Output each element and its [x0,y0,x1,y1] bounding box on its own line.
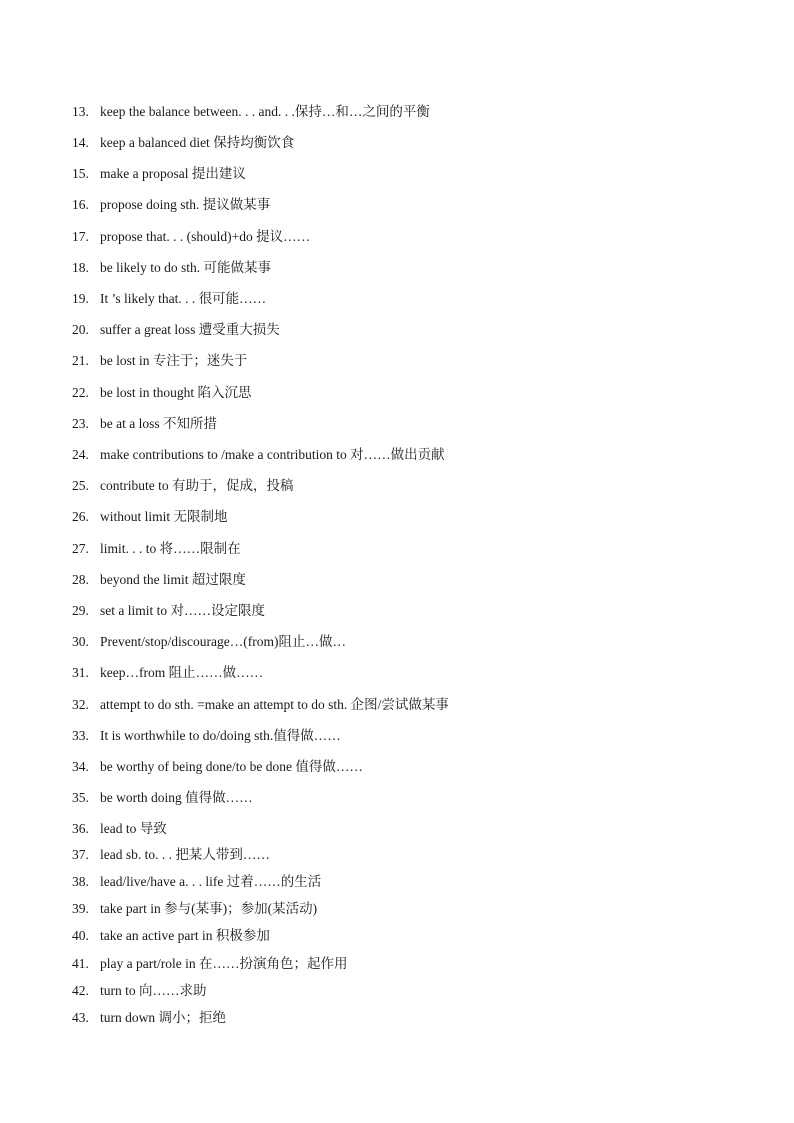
item-text: turn to 向……求助 [100,983,207,998]
item-text: beyond the limit 超过限度 [100,572,246,587]
item-text: lead sb. to. . . 把某人带到…… [100,847,270,862]
item-number: 31. [72,665,89,680]
item-text: It is worthwhile to do/doing sth.值得做…… [100,728,341,743]
item-text: keep a balanced diet 保持均衡饮食 [100,135,295,150]
item-text: set a limit to 对……设定限度 [100,603,265,618]
item-text: suffer a great loss 遭受重大损失 [100,322,280,337]
item-number: 17. [72,229,89,244]
item-text: be lost in 专注于；迷失于 [100,353,248,368]
item-text: Prevent/stop/discourage…(from)阻止…做… [100,634,346,649]
item-text: be worthy of being done/to be done 值得做…… [100,759,363,774]
item-number: 33. [72,728,89,743]
list-item [72,289,266,309]
list-item [72,695,449,715]
item-text: propose doing sth. 提议做某事 [100,197,271,212]
item-text: without limit 无限制地 [100,509,228,524]
item-number: 34. [72,759,89,774]
list-item [72,320,280,340]
item-number: 13. [72,104,89,119]
list-item [72,819,167,839]
item-number: 27. [72,541,89,556]
list-item [72,102,430,122]
item-number: 25. [72,478,89,493]
list-item [72,926,270,946]
item-text: be at a loss 不知所措 [100,416,217,431]
item-text: play a part/role in 在……扮演角色；起作用 [100,956,348,971]
list-item [72,981,207,1001]
list-item [72,757,363,777]
item-number: 30. [72,634,89,649]
list-item [72,507,228,527]
item-text: take part in 参与(某事)；参加(某活动) [100,901,318,916]
item-text: make a proposal 提出建议 [100,166,246,181]
list-item [72,414,217,434]
list-item [72,570,246,590]
list-item [72,133,294,153]
item-number: 19. [72,291,89,306]
item-text: propose that. . . (should)+do 提议…… [100,229,311,244]
item-number: 36. [72,821,89,836]
list-item [72,845,270,865]
item-number: 35. [72,790,89,805]
item-number: 32. [72,697,89,712]
item-number: 21. [72,353,89,368]
item-text: It ’s likely that. . . 很可能…… [100,291,267,306]
item-text: contribute to 有助于，促成，投稿 [100,478,294,493]
list-item [72,195,270,215]
list-item [72,726,341,746]
item-number: 41. [72,956,89,971]
item-text: be likely to do sth. 可能做某事 [100,260,271,275]
list-item [72,539,241,559]
list-item [72,899,317,919]
item-text: limit. . . to 将……限制在 [100,541,241,556]
item-text: take an active part in 积极参加 [100,928,270,943]
item-number: 24. [72,447,89,462]
item-text: make contributions to /make a contribution to 对……做出贡献 [100,447,445,462]
item-number: 26. [72,509,89,524]
item-number: 18. [72,260,89,275]
item-text: turn down 调小；拒绝 [100,1010,226,1025]
item-number: 39. [72,901,89,916]
item-number: 43. [72,1010,89,1025]
list-item [72,954,347,974]
list-item [72,601,265,621]
list-item [72,227,310,247]
item-number: 23. [72,416,89,431]
item-text: lead to 导致 [100,821,167,836]
list-item [72,164,246,184]
item-number: 38. [72,874,89,889]
list-item [72,476,293,496]
list-item [72,351,247,371]
item-number: 14. [72,135,89,150]
item-text: keep…from 阻止……做…… [100,665,264,680]
item-number: 20. [72,322,89,337]
list-item [72,872,321,892]
list-item [72,383,252,403]
item-text: attempt to do sth. =make an attempt to do sth. 企图/尝试做某事 [100,697,449,712]
list-item [72,445,445,465]
item-text: lead/live/have a. . . life 过着……的生活 [100,874,322,889]
list-item [72,632,346,652]
item-number: 15. [72,166,89,181]
list-item [72,258,271,278]
list-item [72,1008,226,1028]
item-number: 28. [72,572,89,587]
item-number: 29. [72,603,89,618]
item-text: be worth doing 值得做…… [100,790,253,805]
item-number: 37. [72,847,89,862]
item-number: 42. [72,983,89,998]
item-text: keep the balance between. . . and. . .保持…和…之间的平衡 [100,104,430,119]
list-item [72,663,263,683]
list-item [72,788,253,808]
item-number: 16. [72,197,89,212]
item-number: 22. [72,385,89,400]
item-number: 40. [72,928,89,943]
item-text: be lost in thought 陷入沉思 [100,385,252,400]
